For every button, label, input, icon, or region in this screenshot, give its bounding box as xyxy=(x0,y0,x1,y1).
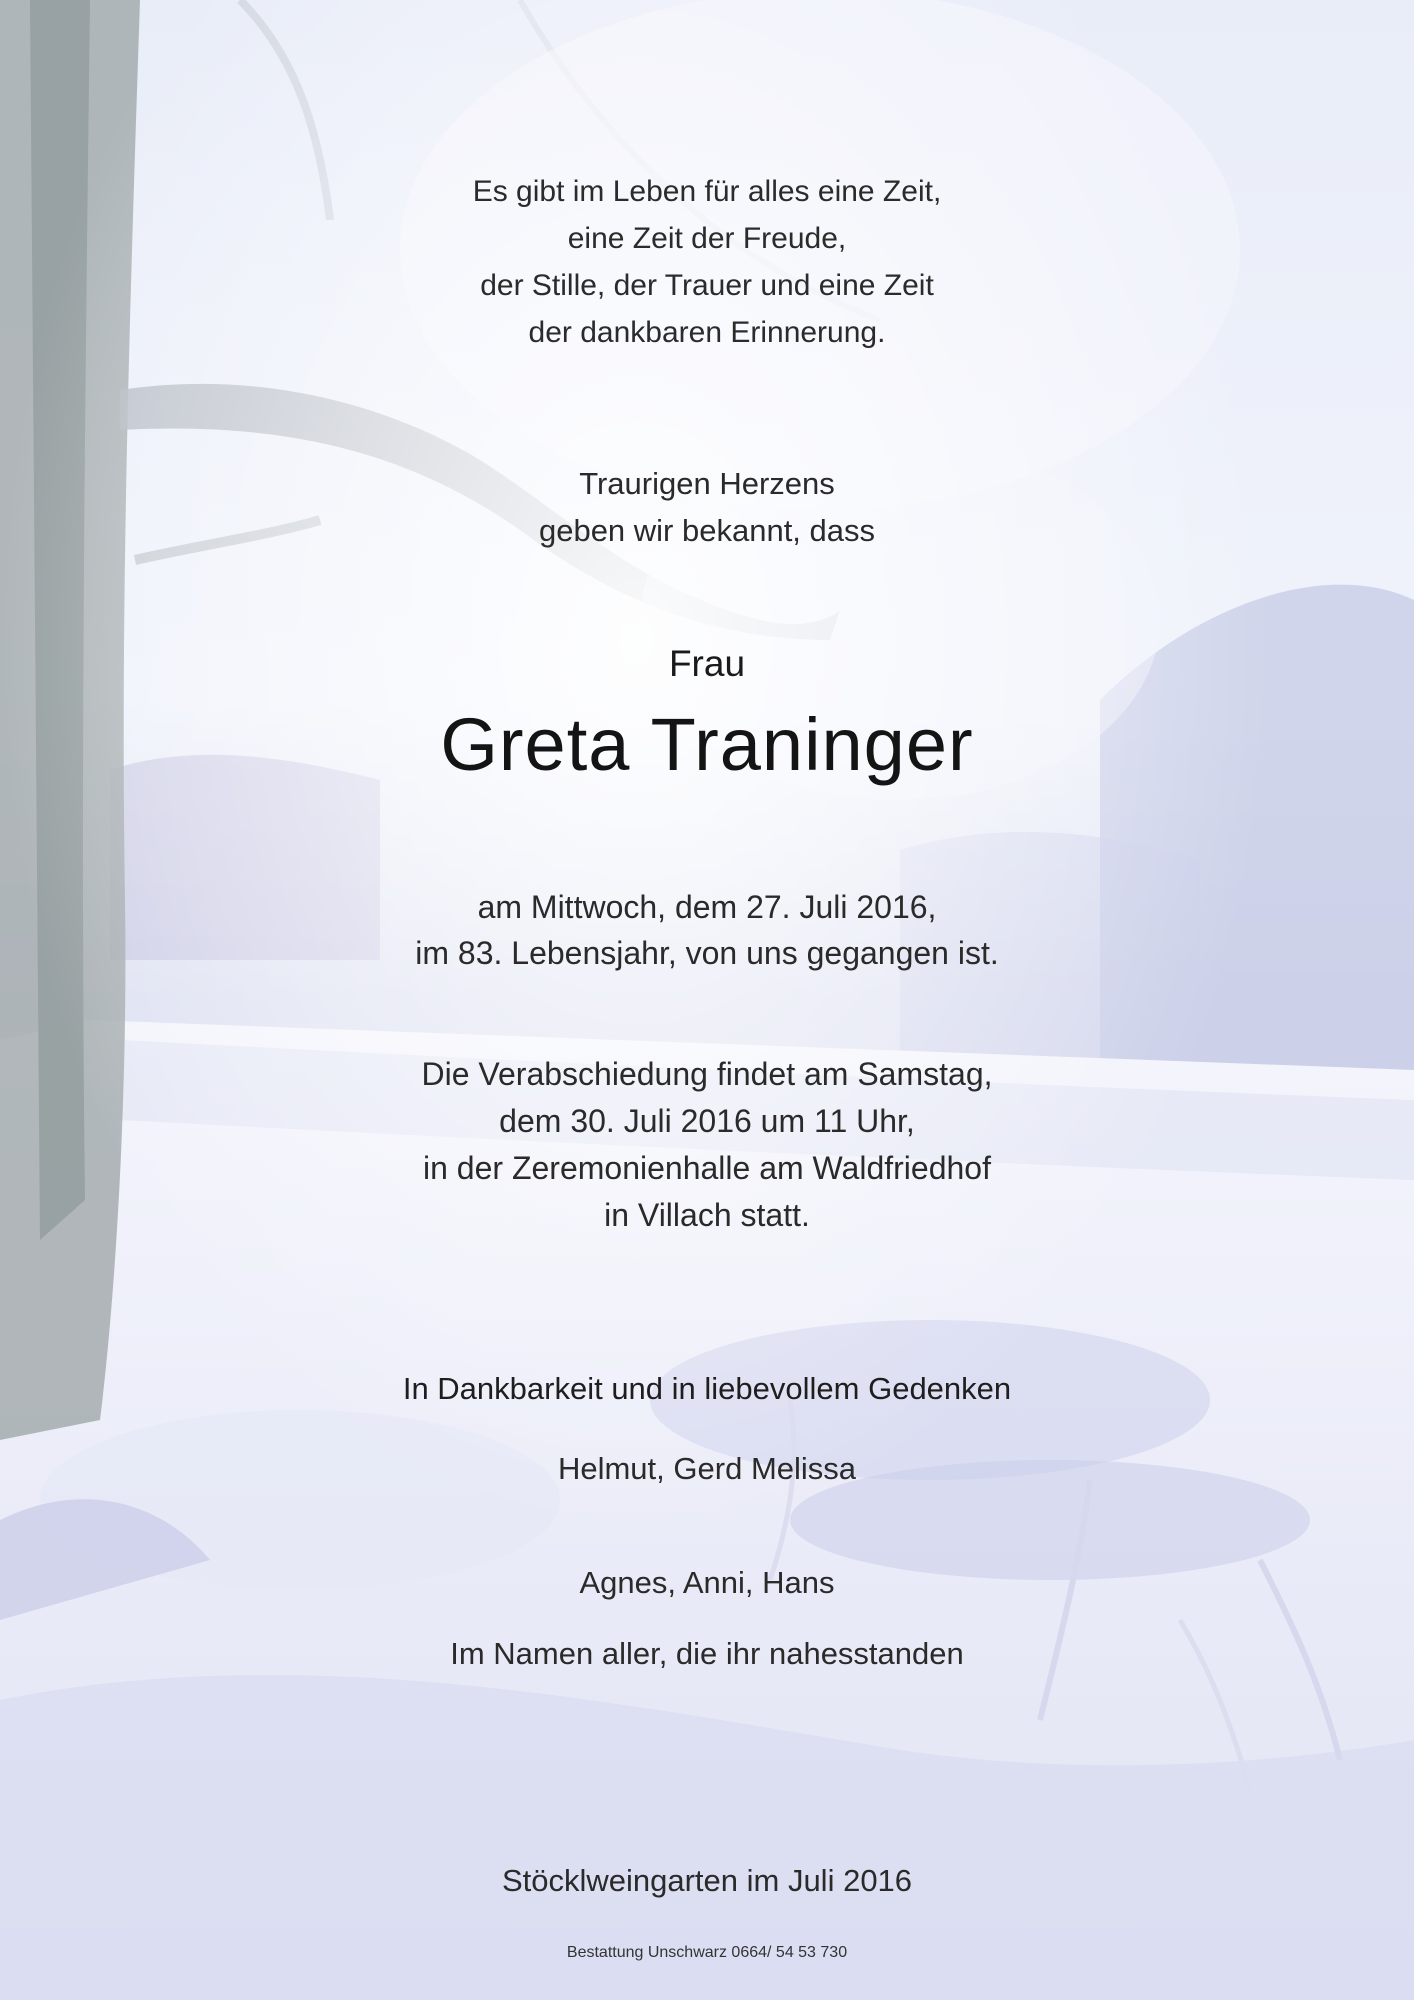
deceased-name: Greta Traninger xyxy=(440,703,974,786)
ceremony-line: dem 30. Juli 2016 um 11 Uhr, xyxy=(499,1103,915,1139)
intro-line: geben wir bekannt, dass xyxy=(538,513,876,548)
ceremony-line: in Villach statt. xyxy=(604,1197,810,1233)
verse-line: Es gibt im Leben für alles eine Zeit, xyxy=(472,175,942,208)
ceremony-line: Die Verabschiedung findet am Samstag, xyxy=(421,1056,993,1092)
announcement-intro xyxy=(0,460,1414,554)
death-notice xyxy=(0,884,1414,976)
mourners-group-3: Im Namen aller, die ihr nahesstanden xyxy=(450,1636,964,1671)
mourners-group-1 xyxy=(0,1445,1414,1492)
intro-line: Traurigen Herzens xyxy=(579,466,835,501)
mourner-names: Melissa xyxy=(750,1451,857,1486)
ceremony-info xyxy=(0,1051,1414,1239)
mourners-group-2: Agnes, Anni, Hans xyxy=(579,1565,835,1600)
deceased-title: Frau xyxy=(668,643,746,684)
ceremony-line: in der Zeremonienhalle am Waldfriedhof xyxy=(423,1150,991,1186)
death-line: am Mittwoch, dem 27. Juli 2016, xyxy=(477,889,937,925)
verse-line: eine Zeit der Freude, xyxy=(567,222,847,255)
place-date: Stöcklweingarten im Juli 2016 xyxy=(501,1863,913,1898)
verse-line: der Stille, der Trauer und eine Zeit xyxy=(480,269,934,302)
funeral-home-footer: Bestattung Unschwarz 0664/ 54 53 730 xyxy=(566,1944,848,1961)
mourner-names: Helmut, Gerd xyxy=(557,1451,743,1486)
verse xyxy=(0,168,1414,356)
gratitude-heading: In Dankbarkeit und in liebevollem Gedenken xyxy=(402,1371,1012,1406)
verse-line: der dankbaren Erinnerung. xyxy=(528,316,886,349)
death-line: im 83. Lebensjahr, von uns gegangen ist. xyxy=(415,935,999,971)
